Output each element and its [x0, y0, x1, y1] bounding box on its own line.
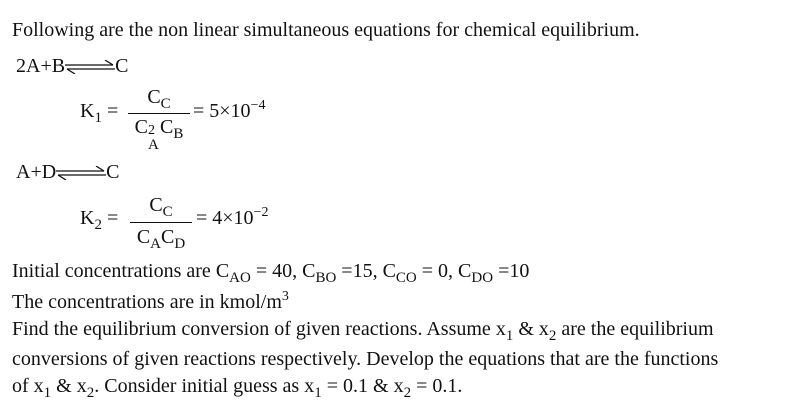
reaction-2-reactants: A+D [16, 161, 57, 183]
find-line-1: Find the equilibrium conversion of given reactions. Assume $x_1$ & $x_2$ are the equilibrium [12, 318, 714, 344]
k2-denominator: $C_AC_D$ [136, 226, 186, 252]
find-line-2: conversions of given reactions respectively. Develop the equations that are the functions [12, 348, 719, 370]
k2-lhs: $K_2$ = [80, 207, 119, 233]
k2-numerator: $C_C$ [149, 194, 173, 220]
k2-rhs: = $4\times 10^{-2}$ [196, 205, 269, 229]
k2-fraction-bar [130, 222, 192, 223]
reaction-1-reactants: 2A+B [16, 55, 66, 77]
k1-numerator: $C_C$ [147, 86, 171, 112]
intro-text: Following are the non linear simultaneous equations for chemical equilibrium. [12, 19, 640, 41]
reaction-2-product: C [106, 161, 120, 183]
k1-denominator: C 2 A $C_B$ [134, 116, 184, 153]
initial-concentrations: Initial concentrations are $C_{AO} = 40$, $C_{BO} =15$, $C_{CO} = 0$, $C_{DO} =10$ [12, 260, 530, 286]
k1-lhs: $K_1$ = [80, 100, 119, 126]
reaction-1-product: C [115, 55, 129, 77]
k1-rhs: = $5\times 10^{-4}$ [193, 98, 266, 122]
units-text: The concentrations are in kmol/$m^3$ [12, 289, 289, 313]
find-line-3: of $x_1$ & $x_2$. Consider initial guess as $x_1 = 0.1$ & $x_2 = 0.1$. [12, 375, 463, 401]
